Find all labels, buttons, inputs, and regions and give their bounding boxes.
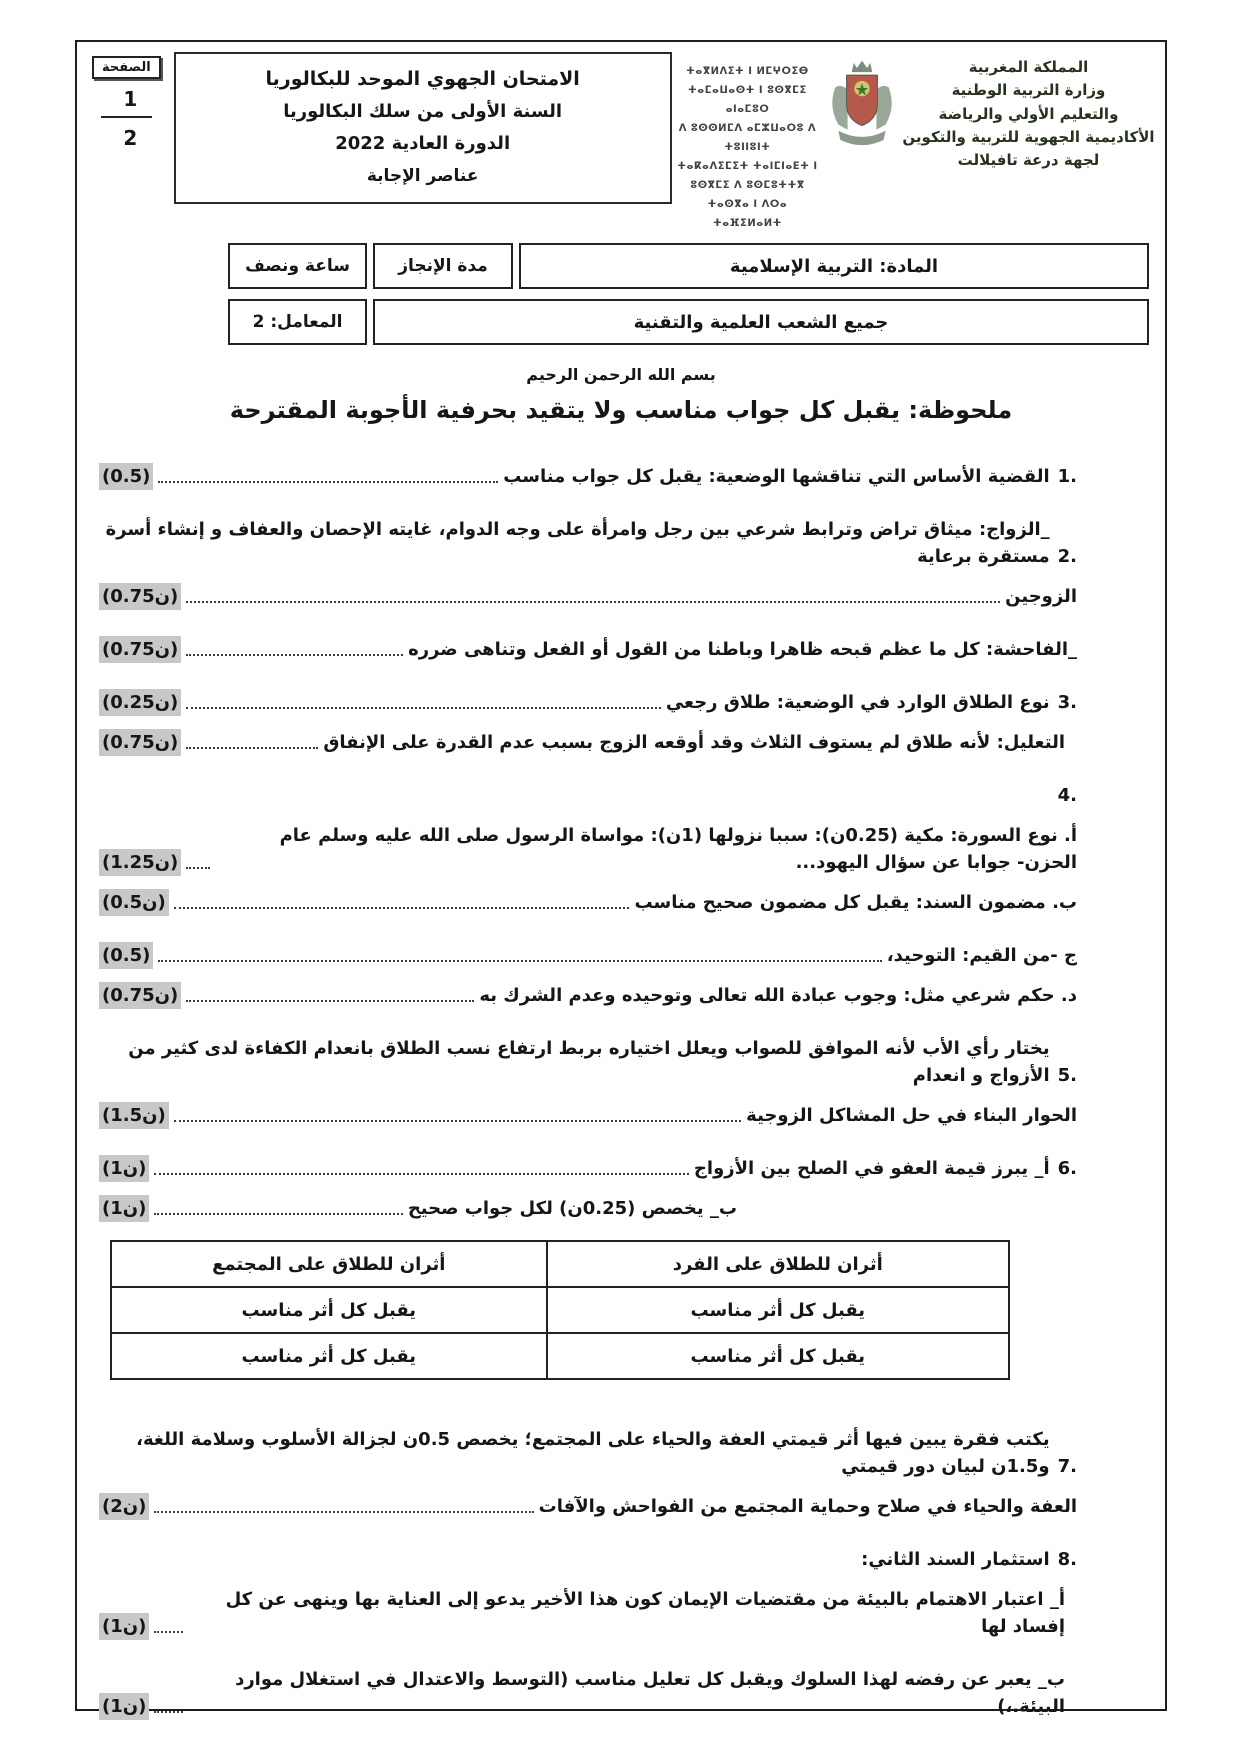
page-current: 1 [123, 87, 138, 111]
dotted-leader [186, 654, 403, 656]
dotted-leader [186, 867, 210, 869]
bismillah: بسم الله الرحمن الرحيم [526, 365, 716, 384]
answer-text: د. حكم شرعي مثل: وجوب عبادة الله تعالى وتوحيده وعدم الشرك به [479, 985, 1077, 1006]
dotted-leader [154, 1711, 183, 1713]
page-label: الصفحة [92, 56, 161, 79]
item-number: 1. [1057, 466, 1077, 487]
answer-line-8 [99, 1546, 1077, 1573]
page-number-box [87, 56, 166, 150]
dotted-leader [154, 1173, 689, 1175]
dotted-leader [186, 1000, 474, 1002]
dotted-leader [186, 601, 1000, 603]
ministry-block [900, 48, 1157, 172]
answer-line-4b [99, 889, 1077, 916]
answer-line-7b [99, 1493, 1077, 1520]
effects-table-header-row [111, 1241, 1009, 1287]
answer-line-5b [99, 1102, 1077, 1129]
answer-line-3a [99, 689, 1077, 716]
answer-line-4 [99, 782, 1077, 809]
tifinagh-line: ⵜⴰⵎⴰⵡⴰⵙⵜ ⵏ ⵓⵙⴳⵎⵉ ⴰⵏⴰⵎⵓⵔ [688, 85, 807, 115]
subject-box: المادة: التربية الإسلامية [519, 243, 1149, 289]
tifinagh-line: ⵜⴰⴳⵍⴷⵉⵜ ⵏ ⵍⵎⵖⵔⵉⴱ [686, 66, 809, 77]
exam-level: السنة الأولى من سلك البكالوريا [283, 101, 563, 122]
page-frame [75, 40, 1167, 1717]
answer-line-6a [99, 1155, 1077, 1182]
info-row-2 [227, 299, 1149, 345]
exam-title: الامتحان الجهوي الموحد للبكالوريا [265, 68, 580, 90]
coat-of-arms-graphic [826, 56, 898, 152]
answer-text: أ_ اعتبار الاهتمام بالبيئة من مقتضيات الإيمان كون هذا الأخير يدعو إلى العناية بها وينهى عن كل إفساد لها [225, 1589, 1065, 1637]
answer-line-6b [99, 1195, 1077, 1222]
answer-line-2b [99, 583, 1077, 610]
answer-line-8a [99, 1586, 1077, 1640]
exam-doc-type: عناصر الإجابة [366, 166, 479, 186]
ministry-line: وزارة التربية الوطنية [951, 81, 1106, 100]
answer-text: أ_ يبرز قيمة العفو في الصلح بين الأزواج [693, 1158, 1050, 1179]
page-total: 2 [123, 126, 138, 150]
item-number: 4. [1057, 785, 1077, 806]
answer-text: أ. نوع السورة: مكية (0.25ن): سببا نزولها (1ن): مواساة الرسول صلى الله عليه وسلم عام الحزن- جوابا عن سؤال اليهود... [279, 825, 1077, 873]
score-badge: (2ن) [99, 1493, 149, 1520]
page-divider [101, 116, 151, 118]
answer-line-8b [99, 1666, 1077, 1720]
effects-cell: يقبل كل أثر مناسب [111, 1287, 547, 1333]
branches-box: جميع الشعب العلمية والتقنية [373, 299, 1149, 345]
answer-text: الزوجين [1005, 586, 1077, 607]
answer-line-2c [99, 636, 1077, 663]
answer-text: الحوار البناء في حل المشاكل الزوجية [746, 1105, 1077, 1126]
answer-text: _الزواج: ميثاق تراض وترابط شرعي بين رجل وامرأة على وجه الدوام، غايته الإحصان والعفاف و إنشاء أسرة مستقرة برعاية [105, 519, 1050, 567]
dotted-leader [158, 960, 881, 962]
answer-text: التعليل: لأنه طلاق لم يستوف الثلاث وقد أوقعه الزوج بسبب عدم القدرة على الإنفاق [323, 732, 1065, 753]
answer-text: يكتب فقرة يبين فيها أثر قيمتي العفة والحياء على المجتمع؛ يخصص 0.5ن لجزالة الأسلوب وسلامة اللغة، و1.5ن لبيان دور قيمتي [136, 1429, 1050, 1477]
coefficient-box: المعامل: 2 [228, 299, 367, 345]
answer-line-4c [99, 942, 1077, 969]
answer-text: ب_ يخصص (0.25ن) لكل جواب صحيح [407, 1198, 737, 1219]
answer-line-7a [99, 1426, 1077, 1480]
dotted-leader [154, 1631, 182, 1633]
grading-note: ملحوظة: يقبل كل جواب مناسب ولا يتقيد بحرفية الأجوبة المقترحة [229, 396, 1013, 424]
tifinagh-line: ⵜⴰⵙⴳⴰ ⵏ ⴷⵔⴰ ⵜⴰⴼⵉⵍⴰⵍⵜ [707, 199, 788, 229]
tifinagh-line: ⴷ ⵓⵙⵙⵍⵎⴷ ⴰⵎⵣⵡⴰⵔⵓ ⴷ ⵜⵓⵏⵏⵓⵏⵜ [678, 123, 817, 153]
score-badge: (1ن) [99, 1693, 149, 1720]
answer-line-1 [99, 463, 1077, 490]
effects-col-society: أثران للطلاق على المجتمع [111, 1241, 547, 1287]
tifinagh-block [672, 48, 824, 233]
effects-cell: يقبل كل أثر مناسب [547, 1287, 1009, 1333]
answers-section-b [77, 1380, 1165, 1720]
exam-title-box [174, 52, 672, 204]
duration-value-box: ساعة ونصف [228, 243, 367, 289]
answer-text: القضية الأساس التي تناقشها الوضعية: يقبل كل جواب مناسب [503, 466, 1050, 487]
score-badge: (1ن) [99, 1613, 149, 1640]
dotted-leader [186, 707, 661, 709]
answer-text: استثمار السند الثاني: [861, 1549, 1050, 1570]
effects-table-row [111, 1287, 1009, 1333]
item-number: 7. [1057, 1456, 1077, 1477]
answer-text: ب. مضمون السند: يقبل كل مضمون صحيح مناسب [634, 892, 1077, 913]
item-number: 6. [1057, 1158, 1077, 1179]
tifinagh-line: ⵜⴰⴽⴰⴷⵉⵎⵉⵜ ⵜⴰⵏⵎⵏⴰⴹⵜ ⵏ ⵓⵙⴳⵎⵉ ⴷ ⵓⵙⵎⵓⵜⵜⴳ [677, 161, 818, 191]
score-badge: (0.75ن) [99, 583, 181, 610]
item-number: 8. [1057, 1549, 1077, 1570]
dotted-leader [154, 1213, 402, 1215]
score-badge: (0.5ن) [99, 889, 169, 916]
answer-line-2a [99, 516, 1077, 570]
dotted-leader [154, 1511, 533, 1513]
score-badge: (0.75ن) [99, 982, 181, 1009]
effects-col-individual: أثران للطلاق على الفرد [547, 1241, 1009, 1287]
score-badge: (0.75ن) [99, 636, 181, 663]
effects-cell: يقبل كل أثر مناسب [547, 1333, 1009, 1379]
document-header [77, 42, 1165, 233]
score-badge: (0.25ن) [99, 689, 181, 716]
effects-table-row [111, 1333, 1009, 1379]
score-badge: (1ن) [99, 1195, 149, 1222]
answer-line-5a [99, 1035, 1077, 1089]
answer-text: _الفاحشة: كل ما عظم قبحه ظاهرا وباطنا من القول أو الفعل وتناهى ضرره [408, 639, 1077, 660]
answer-text: نوع الطلاق الوارد في الوضعية: طلاق رجعي [665, 692, 1050, 713]
score-badge: (0.75ن) [99, 729, 181, 756]
answer-line-4a [99, 822, 1077, 876]
score-badge: (0.5) [99, 942, 153, 969]
answer-text: العفة والحياء في صلاح وحماية المجتمع من الفواحش والآفات [538, 1496, 1077, 1517]
ministry-line: الأكاديمية الجهوية للتربية والتكوين [902, 127, 1155, 146]
answer-text: ج -من القيم: التوحيد، [886, 945, 1077, 966]
exam-session: الدورة العادية 2022 [335, 133, 511, 154]
answers-section-a [77, 424, 1165, 1222]
item-number: 3. [1057, 692, 1077, 713]
duration-label-box: مدة الإنجاز [373, 243, 513, 289]
score-badge: (1.5ن) [99, 1102, 169, 1129]
dotted-leader [158, 481, 498, 483]
answer-line-3b [99, 729, 1077, 756]
effects-table [110, 1240, 1010, 1380]
score-badge: (1.25ن) [99, 849, 181, 876]
dotted-leader [174, 1120, 741, 1122]
answer-line-4d [99, 982, 1077, 1009]
effects-cell: يقبل كل أثر مناسب [111, 1333, 547, 1379]
answer-text: يختار رأي الأب لأنه الموافق للصواب ويعلل اختياره بربط ارتفاع نسب الطلاق بانعدام الكفاءة لدى كثير من الأزواج و انعدام [128, 1038, 1050, 1086]
ministry-line: المملكة المغربية [968, 58, 1089, 76]
dotted-leader [174, 907, 630, 909]
item-number: 2. [1057, 546, 1077, 567]
ministry-line: والتعليم الأولي والرياضة [938, 104, 1119, 123]
answer-text: ب_ يعبر عن رفضه لهذا السلوك ويقبل كل تعليل مناسب (التوسط والاعتدال في استغلال موارد البيئة.،) [235, 1669, 1065, 1717]
info-row-1 [227, 243, 1149, 289]
score-badge: (0.5) [99, 463, 153, 490]
ministry-line: لجهة درعة تافيلالت [957, 151, 1100, 169]
item-number: 5. [1057, 1065, 1077, 1086]
coat-of-arms [823, 48, 900, 156]
score-badge: (1ن) [99, 1155, 149, 1182]
dotted-leader [186, 747, 318, 749]
